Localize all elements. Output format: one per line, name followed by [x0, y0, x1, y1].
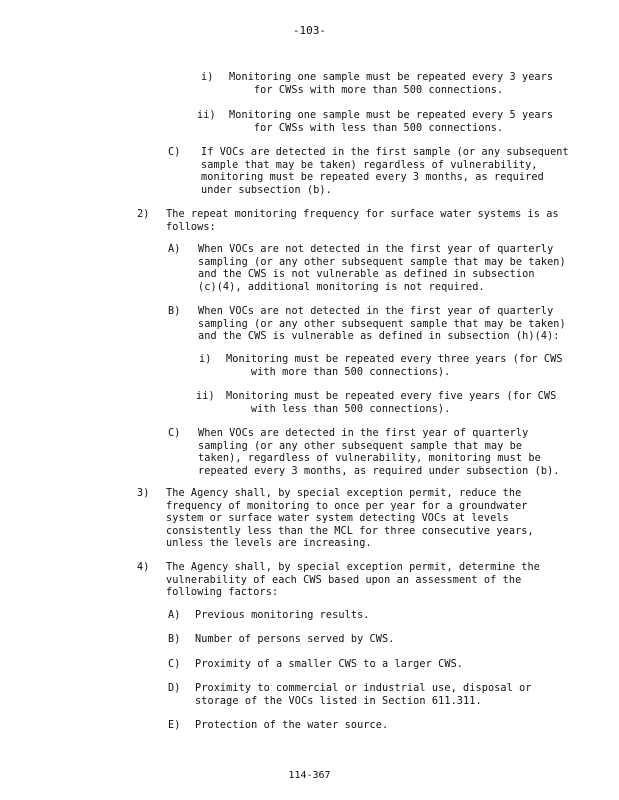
item-marker: A): [168, 244, 181, 255]
item-text: Proximity to commercial or industrial use, disposal or storage of the VOCs listed in Section 611.311.: [195, 683, 532, 707]
item-text: Monitoring must be repeated every five years (for CWS with less than 500 connections).: [226, 391, 557, 415]
item-marker: C): [168, 428, 181, 439]
item-text: Monitoring one sample must be repeated every 3 years for CWSs with more than 500 connections.: [229, 72, 554, 96]
item-text: When VOCs are detected in the first year of quarterly sampling (or any other subsequent sample that may be taken), regardless of vulnerability, monitoring must be repeated every 3 months, as required under subsection (b).: [198, 428, 560, 477]
item-marker: A): [168, 610, 181, 621]
item-text: When VOCs are not detected in the first year of quarterly sampling (or any other subsequent sample that may be taken) and the CWS is not vulnerable as defined in subsection (c)(4), additional monitoring is not required.: [198, 244, 566, 293]
item-text: Proximity of a smaller CWS to a larger CWS.: [195, 659, 464, 670]
item-marker: B): [168, 306, 181, 317]
paragraph-marker: 3): [137, 488, 150, 499]
item-marker: ii): [196, 391, 215, 402]
page-footer-code: 114-367: [288, 770, 331, 781]
paragraph-marker: 4): [137, 562, 150, 573]
paragraph-marker: 2): [137, 209, 150, 220]
paragraph-text: The Agency shall, by special exception permit, reduce the frequency of monitoring to once per year for a groundwater system or surface water system detecting VOCs at levels consistently less than the MCL for three consecutive years, unless the levels are increasing.: [166, 488, 534, 550]
item-text: Monitoring one sample must be repeated every 5 years for CWSs with less than 500 connections.: [229, 110, 554, 134]
item-text: If VOCs are detected in the first sample (or any subsequent sample that may be taken) regardless of vulnerability, monitoring must be repeated every 3 months, as required under subsection (b).: [201, 147, 569, 196]
item-text: Number of persons served by CWS.: [195, 634, 395, 645]
item-marker: i): [199, 354, 212, 365]
item-text: When VOCs are not detected in the first year of quarterly sampling (or any other subsequent sample that may be taken) and the CWS is vulnerable as defined in subsection (h)(4):: [198, 306, 566, 343]
page-number-header: -103-: [292, 24, 327, 37]
item-text: Previous monitoring results.: [195, 610, 370, 621]
paragraph-text: The Agency shall, by special exception permit, determine the vulnerability of each CWS based upon an assessment of the following factors:: [166, 562, 541, 599]
item-marker: E): [168, 720, 181, 731]
item-marker: D): [168, 683, 181, 694]
item-marker: ii): [197, 110, 216, 121]
item-marker: C): [168, 659, 181, 670]
item-marker: C): [168, 147, 181, 158]
item-marker: i): [201, 72, 214, 83]
paragraph-text: The repeat monitoring frequency for surface water systems is as follows:: [166, 209, 559, 233]
item-text: Monitoring must be repeated every three years (for CWS with more than 500 connections).: [226, 354, 563, 378]
item-text: Protection of the water source.: [195, 720, 389, 731]
item-marker: B): [168, 634, 181, 645]
